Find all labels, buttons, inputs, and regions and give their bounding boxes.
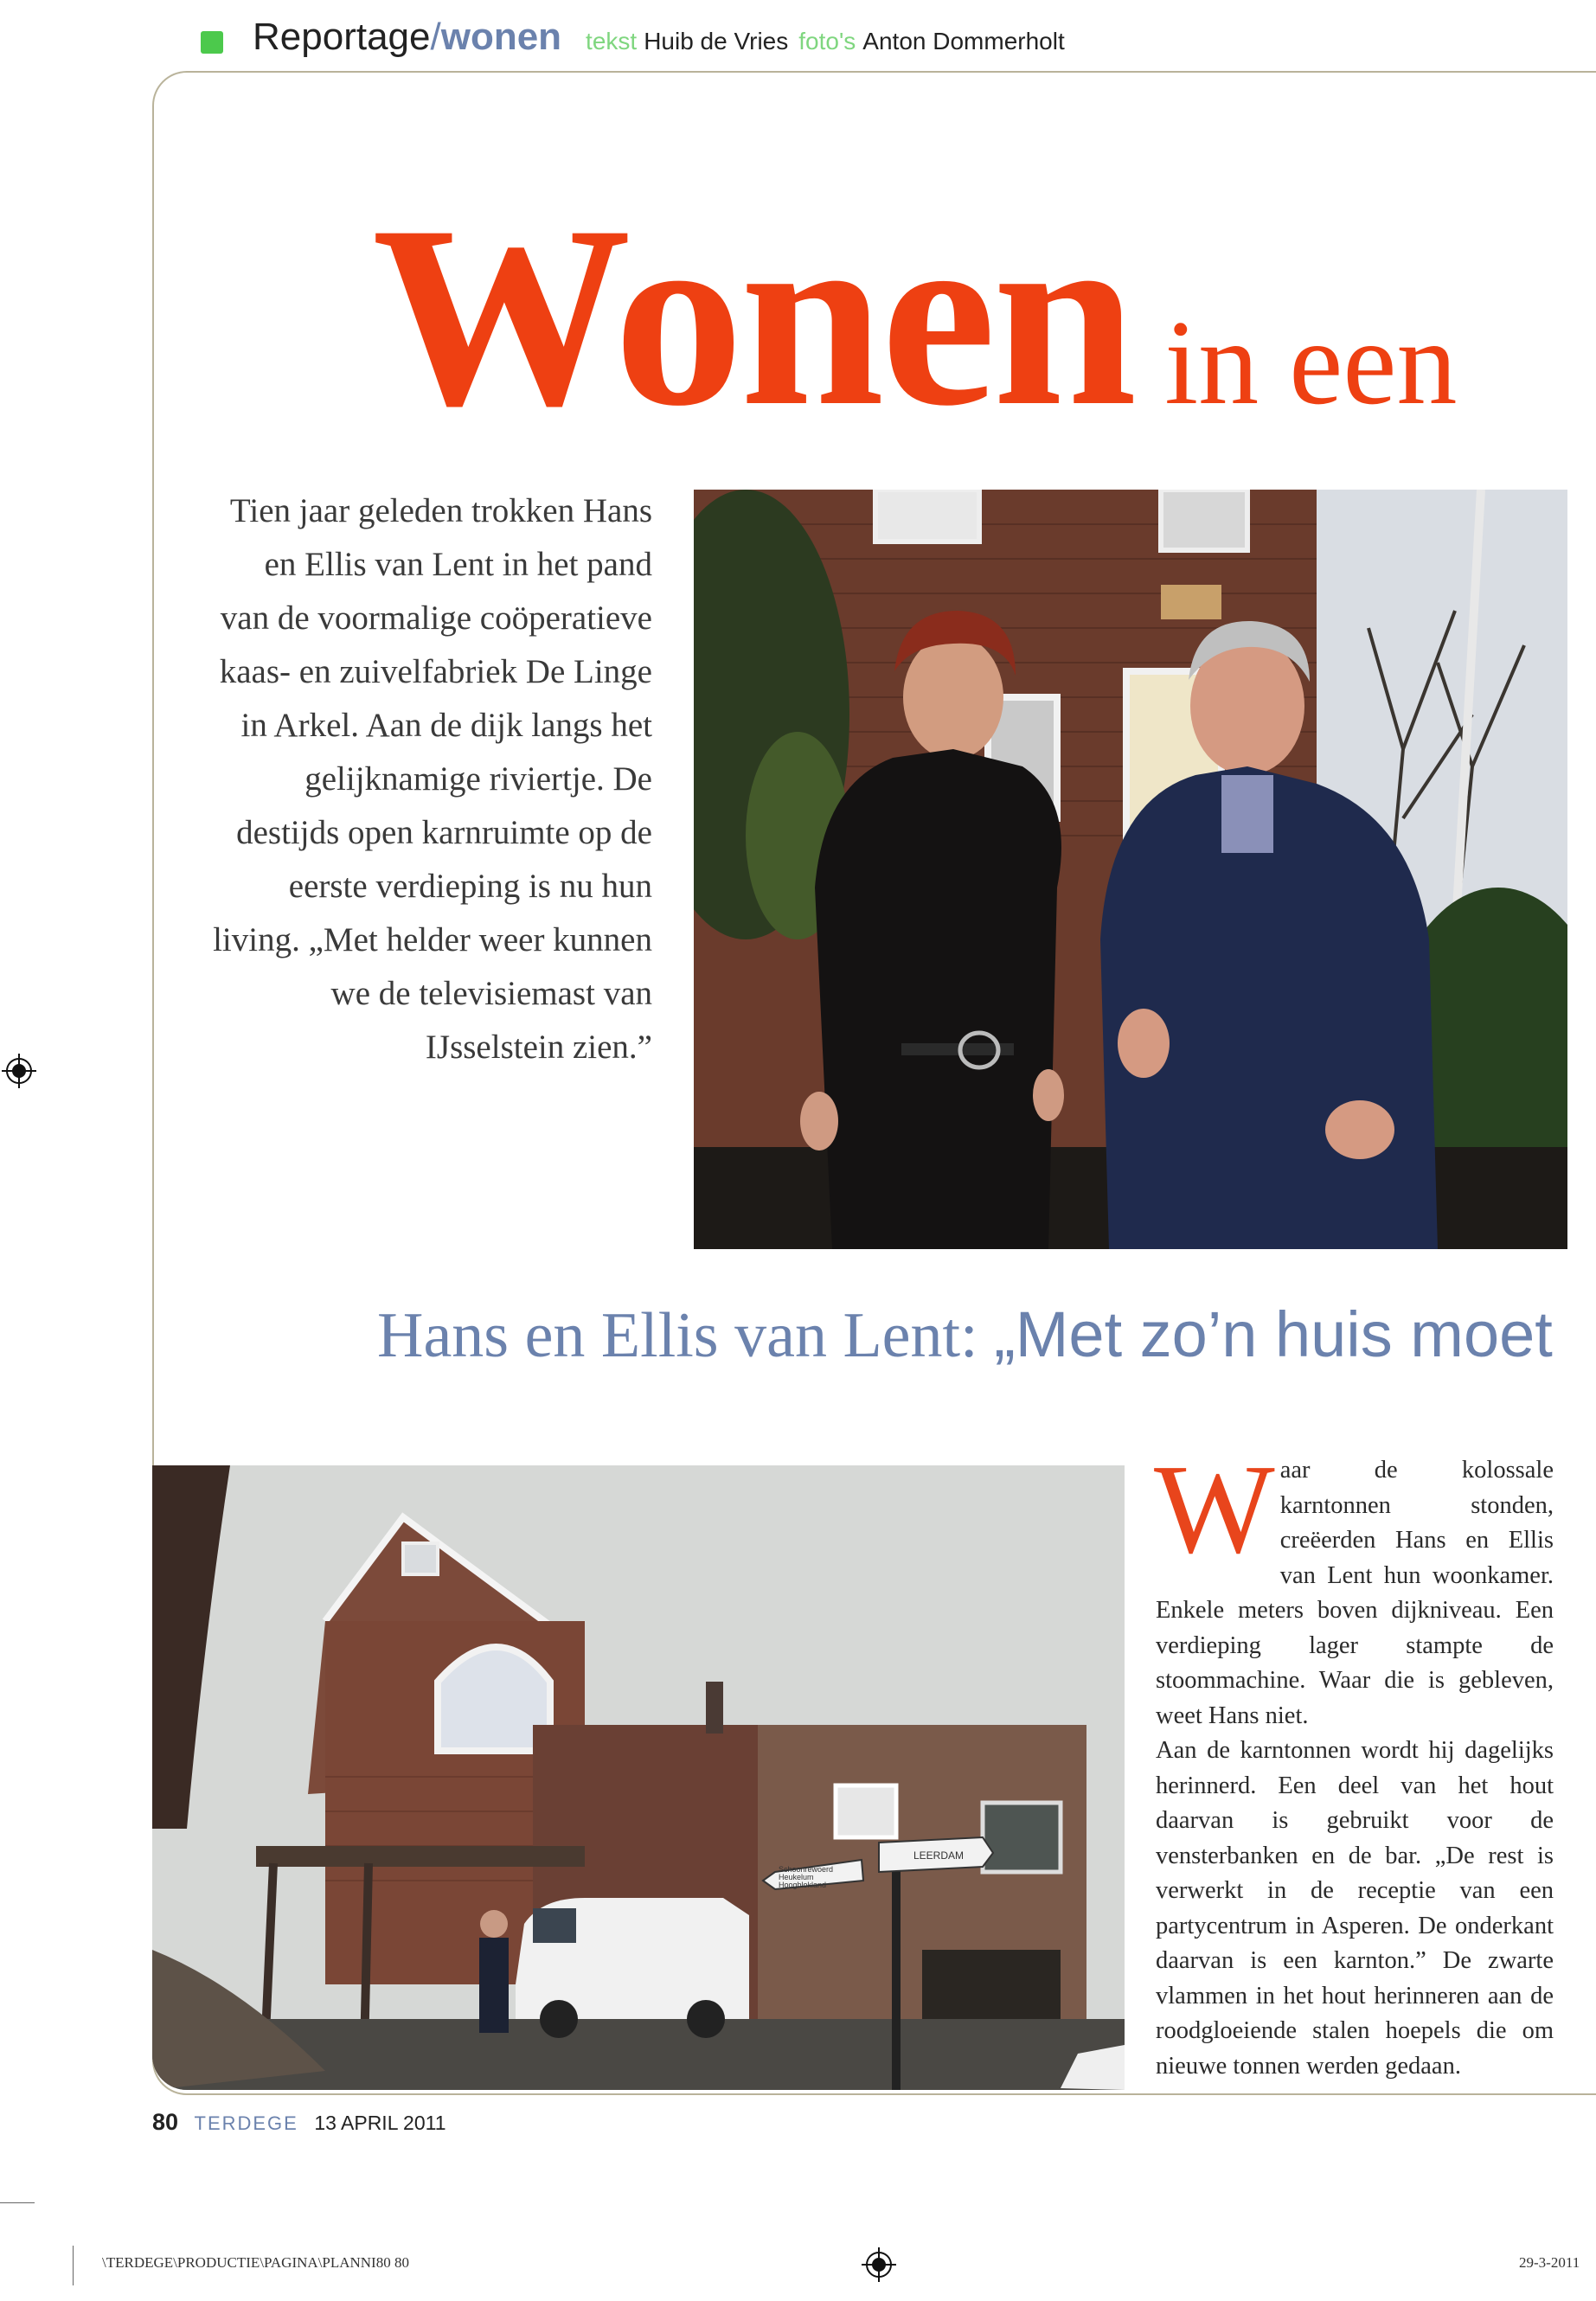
- photographer-name: Anton Dommerholt: [862, 28, 1065, 54]
- subtitle-quote: „Met zo’n huis moet: [994, 1298, 1553, 1370]
- dropcap: W: [1154, 1439, 1275, 1580]
- factory-photo-illustration: [152, 1465, 1125, 2090]
- subtitle: [377, 1298, 1553, 1373]
- article-paragraph-1: aar de kolossale karntonnen stonden, creëerden Hans en Ellis van Lent hun woonkamer. Enkele meters boven dijkniveau. Een verdieping lager stampte de stoommachine. Waar die is gebleven, weet Hans niet.: [1156, 1457, 1554, 1729]
- sign-left-2: Heukelum: [779, 1873, 814, 1881]
- print-slug-date: 29-3-2011: [1519, 2254, 1580, 2271]
- couple-photo-illustration: [694, 490, 1567, 1249]
- text-label: tekst: [586, 28, 638, 54]
- article-paragraph-2: Aan de karntonnen wordt hij dagelijks herinnerd. Een deel van het hout daarvan is gebruikt voor de vensterbanken en de bar. „De rest is verwerkt in de receptie van een partycentrum in Asperen. De onderkant daarvan is een karnton.” De zwarte vlammen in het hout herinneren aan de roodgloeiende stalen hoepels die om nieuwe tonnen werden gedaan.: [1156, 1737, 1554, 2080]
- sign-left-1: Schoonrewoerd: [779, 1865, 834, 1874]
- article-column: [1154, 1439, 1554, 2084]
- couple-photo: [694, 490, 1567, 1249]
- sign-left-3: Hoogblokland: [779, 1881, 827, 1889]
- sign-right: LEERDAM: [913, 1849, 965, 1862]
- registration-mark-bottom-icon: [862, 2247, 896, 2282]
- subtitle-names: Hans en Ellis van Lent:: [377, 1300, 978, 1371]
- photo-label: foto's: [798, 28, 856, 54]
- page-footer: [152, 2109, 446, 2136]
- magazine-name: TERDEGE: [194, 2112, 298, 2134]
- page-number: 80: [152, 2109, 179, 2135]
- author-name: Huib de Vries: [644, 28, 789, 54]
- factory-photo: [152, 1465, 1125, 2090]
- crop-mark-vertical: [73, 2246, 74, 2285]
- section-header: [201, 16, 1065, 67]
- page-title: [372, 172, 1458, 459]
- intro-paragraph: Tien jaar geleden trokken Hans en Ellis van Lent in het pand van de voormalige coöperatieve kaas- en zuivelfabriek De Linge in Arkel. Aan de dijk langs het gelijknamige riviertje. De destijds open karnruimte op de eerste verdieping is nu hun living. „Met helder weer kunnen we de televisiemast van IJsselstein zien.”: [213, 492, 652, 1066]
- header-slash: /: [430, 16, 441, 58]
- title-big: Wonen: [372, 172, 1134, 459]
- title-small: in een: [1164, 296, 1458, 430]
- print-slug: \TERDEGE\PRODUCTIE\PAGINA\PLANNI80 80: [102, 2254, 409, 2271]
- issue-date: 13 APRIL 2011: [314, 2112, 446, 2134]
- crop-mark-horizontal: [0, 2202, 35, 2203]
- section-label: Reportage: [253, 16, 431, 58]
- category-label: wonen: [440, 16, 562, 58]
- green-square-icon: [201, 31, 223, 54]
- registration-mark-icon: [2, 1054, 36, 1088]
